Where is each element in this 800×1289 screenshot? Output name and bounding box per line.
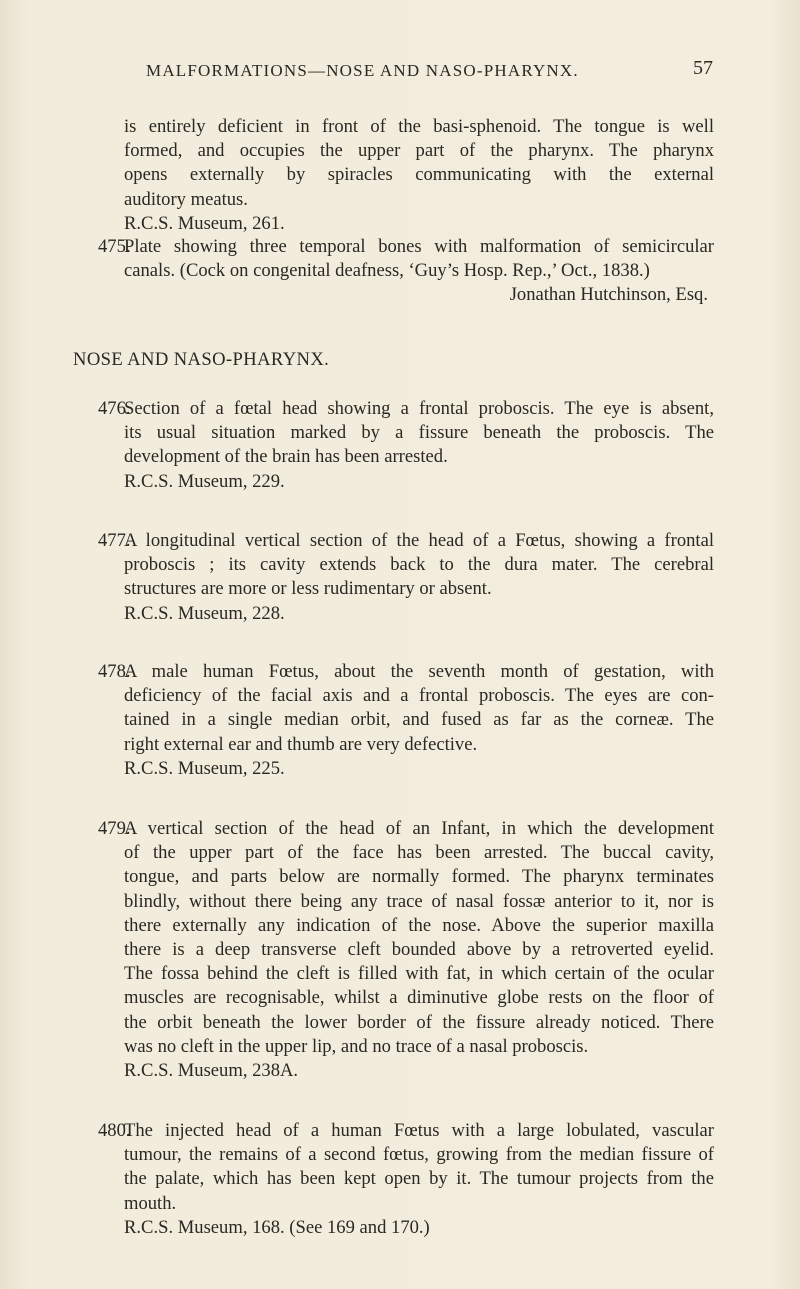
catalogue-entry-478 [98, 660, 714, 781]
entry-line: development of the brain has been arrested. [124, 446, 448, 468]
museum-reference: R.C.S. Museum, 228. [124, 602, 285, 624]
entry-first-line [98, 235, 714, 259]
museum-reference: R.C.S. Museum, 238A. [124, 1060, 299, 1082]
entry-text: A longitudinal vertical section of the head of a Fœtus, showing a frontal [124, 530, 714, 551]
attribution: Jonathan Hutchinson, Esq. [509, 284, 708, 306]
entry-number: 477. [98, 530, 131, 551]
entry-line: tained in a single median orbit, and fused as far as the corneæ. The [124, 709, 714, 731]
entry-line: was no cleft in the upper lip, and no trace of a nasal proboscis. [124, 1035, 589, 1057]
entry-text: Section of a fœtal head showing a frontal proboscis. The eye is absent, [124, 398, 714, 419]
continued-entry [98, 115, 714, 236]
catalogue-entry-480 [98, 1119, 714, 1240]
museum-reference: R.C.S. Museum, 168. (See 169 and 170.) [124, 1216, 430, 1238]
entry-line: is entirely deficient in front of the basi-sphenoid. The tongue is well [124, 116, 714, 137]
museum-reference: R.C.S. Museum, 229. [124, 470, 285, 492]
entry-number: 476. [98, 398, 131, 419]
entry-line: canals. (Cock on congenital deafness, ‘Guy’s Hosp. Rep.,’ Oct., 1838.) [124, 260, 650, 282]
entry-line: The fossa behind the cleft is filled with fat, in which certain of the ocular [124, 963, 714, 985]
entry-line: right external ear and thumb are very defective. [124, 733, 478, 755]
catalogue-entry-476 [98, 397, 714, 494]
entry-first-line [98, 660, 714, 684]
entry-line: of the upper part of the face has been arrested. The buccal cavity, [124, 842, 714, 864]
entry-line: its usual situation marked by a fissure beneath the proboscis. The [124, 422, 714, 444]
page-number: 57 [693, 57, 713, 79]
catalogue-entry-479 [98, 817, 714, 1083]
entry-line: tumour, the remains of a second fœtus, growing from the median fissure of [124, 1144, 714, 1166]
museum-reference: R.C.S. Museum, 225. [124, 757, 285, 779]
catalogue-entry-475 [98, 235, 714, 308]
entry-number: 478. [98, 661, 131, 682]
entry-number: 479. [98, 818, 131, 839]
entry-line: mouth. [124, 1192, 177, 1214]
entry-first-line [98, 529, 714, 553]
entry-first-line [98, 397, 714, 421]
section-heading: NOSE AND NASO-PHARYNX. [73, 349, 330, 370]
entry-text: Plate showing three temporal bones with malformation of semicircular [124, 236, 714, 257]
entry-number: 475. [98, 236, 131, 257]
entry-text: A male human Fœtus, about the seventh month of gestation, with [124, 661, 714, 682]
entry-line: deficiency of the facial axis and a frontal proboscis. The eyes are con- [124, 685, 714, 707]
entry-line: blindly, without there being any trace of nasal fossæ anterior to it, nor is [124, 890, 714, 912]
entry-line: opens externally by spiracles communicating with the external [124, 164, 714, 186]
entry-line: proboscis ; its cavity extends back to the dura mater. The cerebral [124, 554, 714, 576]
entry-line: there is a deep transverse cleft bounded above by a retroverted eyelid. [124, 939, 714, 961]
entry-line: the orbit beneath the lower border of the fissure already noticed. There [124, 1011, 714, 1033]
entry-line: tongue, and parts below are normally formed. The pharynx terminates [124, 866, 714, 888]
entry-line: formed, and occupies the upper part of the pharynx. The pharynx [124, 140, 714, 162]
entry-line: there externally any indication of the nose. Above the superior maxilla [124, 914, 714, 936]
entry-line: structures are more or less rudimentary or absent. [124, 578, 492, 600]
running-title: MALFORMATIONS—NOSE AND NASO-PHARYNX. [146, 61, 579, 80]
entry-line: the palate, which has been kept open by it. The tumour projects from the [124, 1168, 714, 1190]
entry-text: The injected head of a human Fœtus with a large lobulated, vascular [124, 1120, 714, 1141]
entry-line: muscles are recognisable, whilst a diminutive globe rests on the floor of [124, 987, 714, 1009]
museum-reference: R.C.S. Museum, 261. [124, 212, 285, 234]
entry-number: 480. [98, 1120, 131, 1141]
entry-first-line [98, 817, 714, 841]
entry-text: A vertical section of the head of an Infant, in which the development [124, 818, 714, 839]
entry-line: auditory meatus. [124, 188, 248, 210]
catalogue-entry-477 [98, 529, 714, 626]
entry-first-line [98, 1119, 714, 1143]
